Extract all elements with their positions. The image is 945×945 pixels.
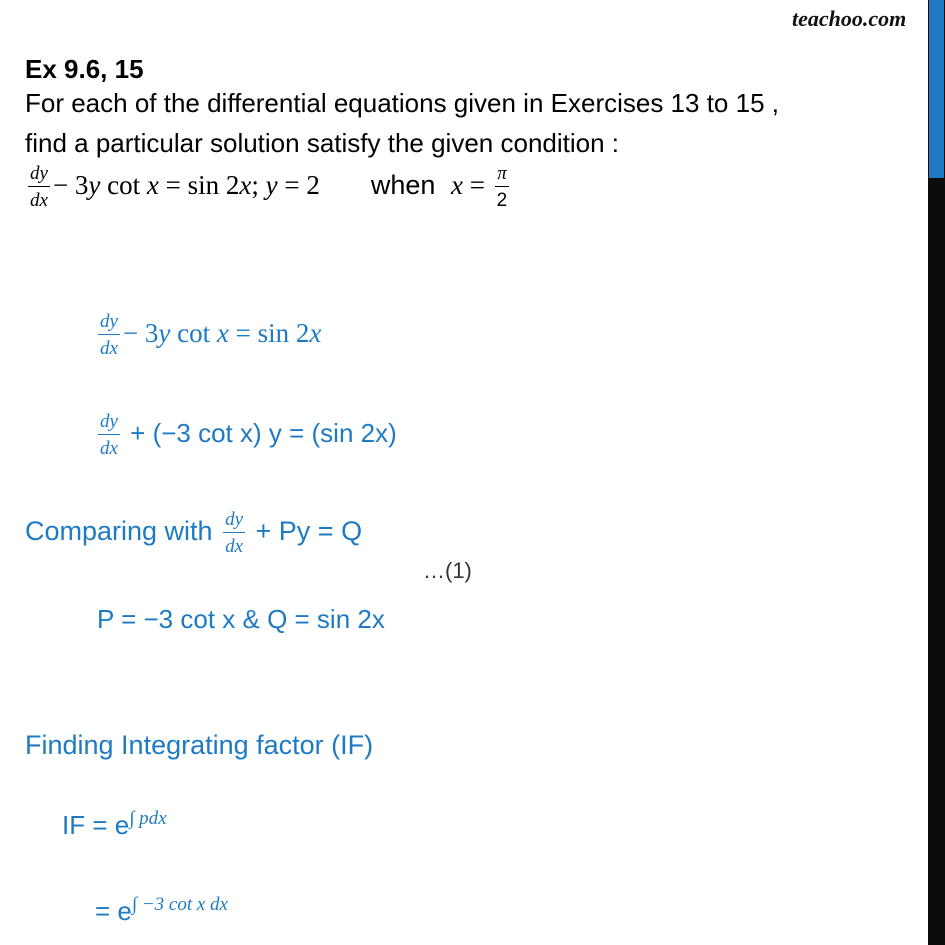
exercise-title: Ex 9.6, 15 [25,54,144,84]
solution-step-2: $\frac{dy}{dx}$ + (−3 cot x) y = (sin 2x) [100,411,397,459]
p-q-values: P = −3 cot x & Q = sin 2x [97,604,385,634]
question-line-2: find a particular solution satisfy the given condition : [25,128,620,158]
question-equation: $\frac{dy}{dx}$ − 3y cot x = sin 2x; y = 2 when x = $\frac{\pi}{2}$ [30,163,508,211]
comparing-line: Comparing with $\frac{dy}{dx}$ + Py = Q [25,509,363,557]
question-line-1: For each of the differential equations given in Exercises 13 to 15 , [25,88,779,118]
finding-if-heading: Finding Integrating factor (IF) [25,730,374,760]
scrollbar-track[interactable] [928,0,945,945]
dy-dx-fraction: $\frac{dy}{dx}$ [30,163,48,211]
pi-over-two-fraction: $\frac{\pi}{2}$ [496,163,508,211]
if-formula: IF = $e^{\int pdx}$ [62,808,167,840]
solution-step-1: $\frac{dy}{dx}$ − 3y cot x = sin 2x [100,311,322,359]
watermark-logo: teachoo.com [792,6,907,31]
when-label: when [370,170,436,201]
scrollbar-thumb[interactable] [929,0,944,178]
if-substituted: = $e^{\int -3 cot x dx}$ [95,894,228,926]
equation-reference: …(1) [423,558,472,583]
